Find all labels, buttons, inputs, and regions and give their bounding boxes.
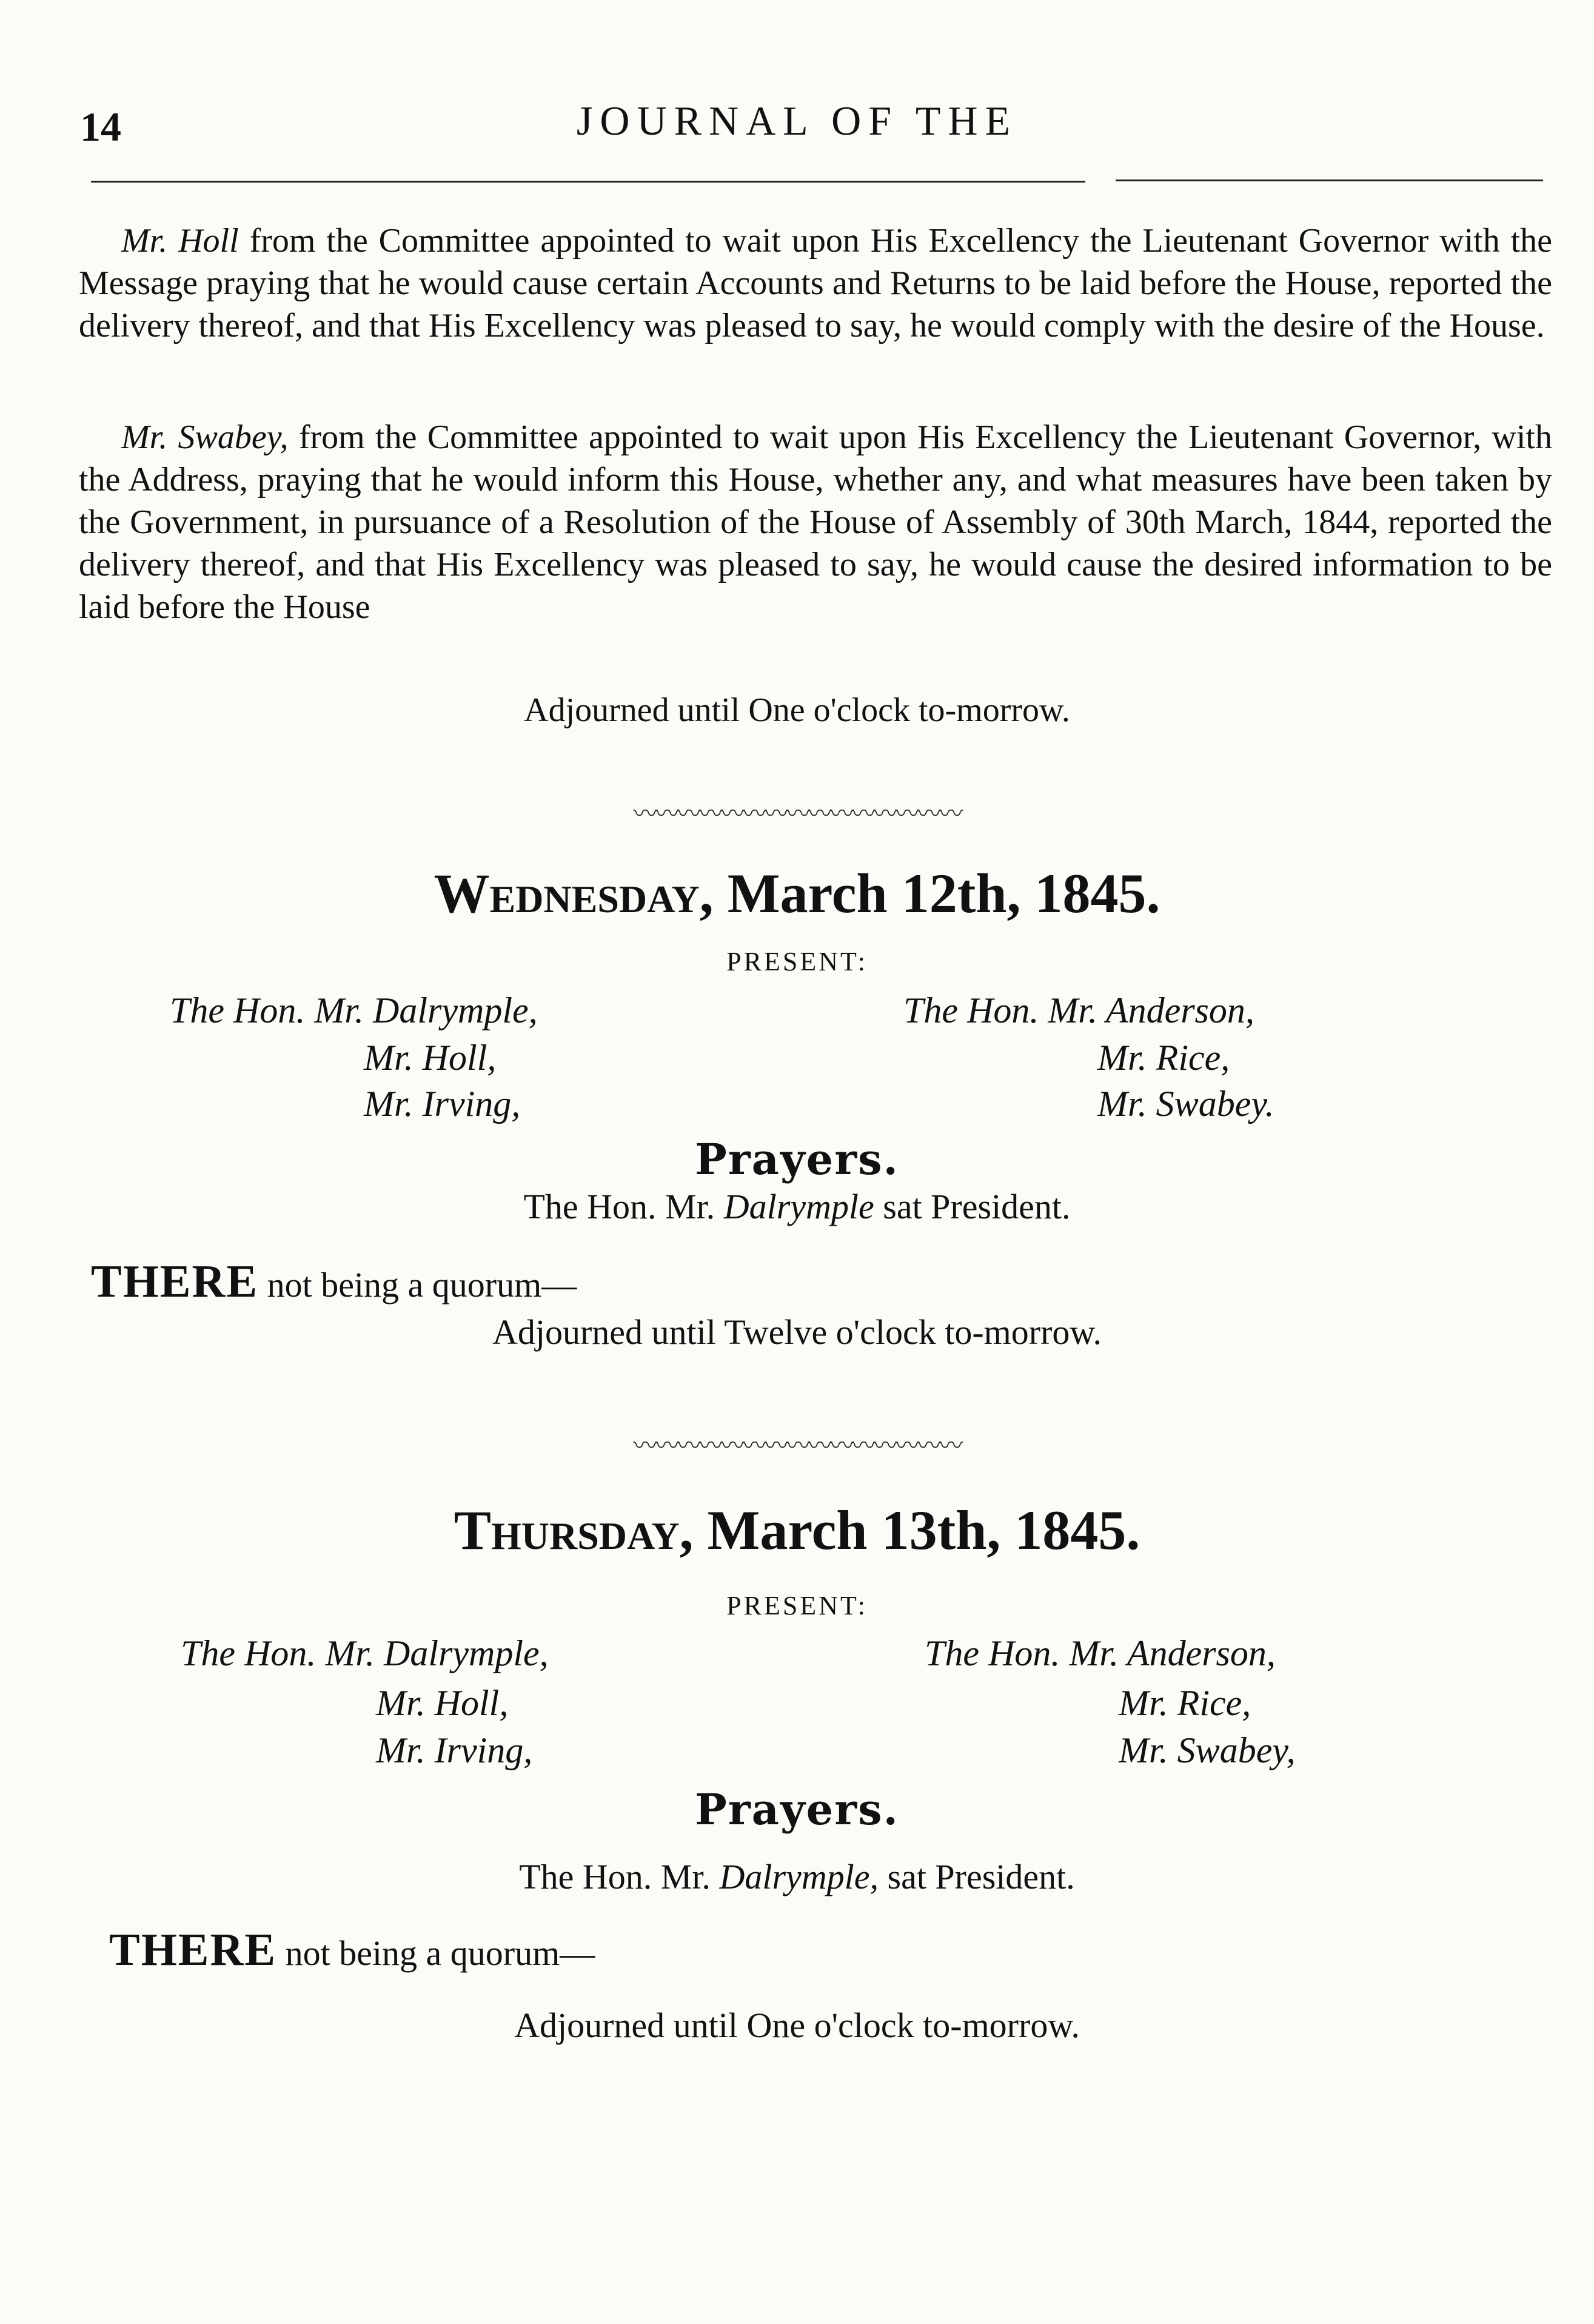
member-right-2: Mr. Rice, bbox=[1119, 1683, 1251, 1723]
member-left-3: Mr. Irving, bbox=[364, 1084, 521, 1124]
there-word: THERE bbox=[109, 1924, 277, 1975]
swabey-report-paragraph bbox=[79, 416, 1552, 628]
paragraph-text: from the Committee appointed to wait upon His Excellency the Lieutenant Governor with the Message praying that he would cause certain Accounts and Returns to be laid before the House, reported the delivery thereof, and that His Excellency was pleased to say, he would comply with the desire of the House. bbox=[79, 222, 1552, 344]
session-date-heading bbox=[0, 861, 1594, 925]
present-label: PRESENT: bbox=[726, 947, 868, 976]
session-date: March 13th, 1845. bbox=[707, 1499, 1140, 1561]
member-right-3: Mr. Swabey. bbox=[1097, 1084, 1274, 1124]
session-date: March 12th, 1845. bbox=[727, 862, 1160, 924]
header-rule-right bbox=[1116, 180, 1543, 181]
member-left-2: Mr. Holl, bbox=[376, 1683, 509, 1723]
member-right-3: Mr. Swabey, bbox=[1119, 1730, 1296, 1770]
president-line: The Hon. Mr. Dalrymple sat President. bbox=[523, 1187, 1071, 1226]
section-ornament: 〰〰〰〰〰〰〰〰〰〰〰〰〰〰〰 bbox=[633, 1432, 961, 1459]
running-title: JOURNAL OF THE bbox=[576, 98, 1018, 144]
speaker-name: Mr. Holl bbox=[121, 222, 239, 260]
present-label: PRESENT: bbox=[726, 1591, 868, 1620]
speaker-name: Mr. Swabey, bbox=[121, 418, 289, 456]
member-right-1: The Hon. Mr. Anderson, bbox=[925, 1633, 1276, 1673]
quorum-line: THERE not being a quorum— bbox=[109, 1924, 595, 1975]
member-left-1: The Hon. Mr. Dalrymple, bbox=[170, 990, 538, 1030]
president-name: Dalrymple, bbox=[719, 1857, 879, 1896]
adjournment-line: Adjourned until One o'clock to-morrow. bbox=[514, 2006, 1080, 2045]
member-left-3: Mr. Irving, bbox=[376, 1730, 533, 1770]
president-line: The Hon. Mr. Dalrymple, sat President. bbox=[519, 1857, 1075, 1896]
adjournment-line: Adjourned until One o'clock to-morrow. bbox=[524, 691, 1070, 729]
session-day: Thursday, bbox=[454, 1499, 694, 1561]
holl-report-paragraph bbox=[79, 220, 1552, 347]
president-name: Dalrymple bbox=[723, 1187, 874, 1226]
session-day: Wednesday, bbox=[434, 862, 714, 924]
prayers-heading: Prayers. bbox=[695, 1134, 899, 1184]
header-rule bbox=[91, 181, 1085, 183]
page-number: 14 bbox=[80, 104, 121, 150]
there-word: THERE bbox=[91, 1256, 259, 1307]
member-right-2: Mr. Rice, bbox=[1097, 1038, 1230, 1078]
paragraph-text: from the Committee appointed to wait upon His Excellency the Lieutenant Governor, with the Address, praying that he would inform this House, whether any, and what measures have been taken by the Government, in pursuance of a Resolution of the House of Assembly of 30th March, 1844, reported the delivery thereof, and that His Excellency was pleased to say, he would cause the desired information to be laid before the House bbox=[79, 418, 1552, 626]
session-date-heading bbox=[0, 1498, 1594, 1562]
quorum-line: THERE not being a quorum— bbox=[91, 1256, 577, 1307]
member-right-1: The Hon. Mr. Anderson, bbox=[903, 990, 1254, 1030]
prayers-heading: Prayers. bbox=[695, 1784, 899, 1835]
adjournment-line: Adjourned until Twelve o'clock to-morrow. bbox=[492, 1312, 1102, 1352]
member-left-2: Mr. Holl, bbox=[364, 1038, 497, 1078]
section-ornament: 〰〰〰〰〰〰〰〰〰〰〰〰〰〰〰 bbox=[633, 800, 961, 827]
member-left-1: The Hon. Mr. Dalrymple, bbox=[181, 1633, 549, 1673]
